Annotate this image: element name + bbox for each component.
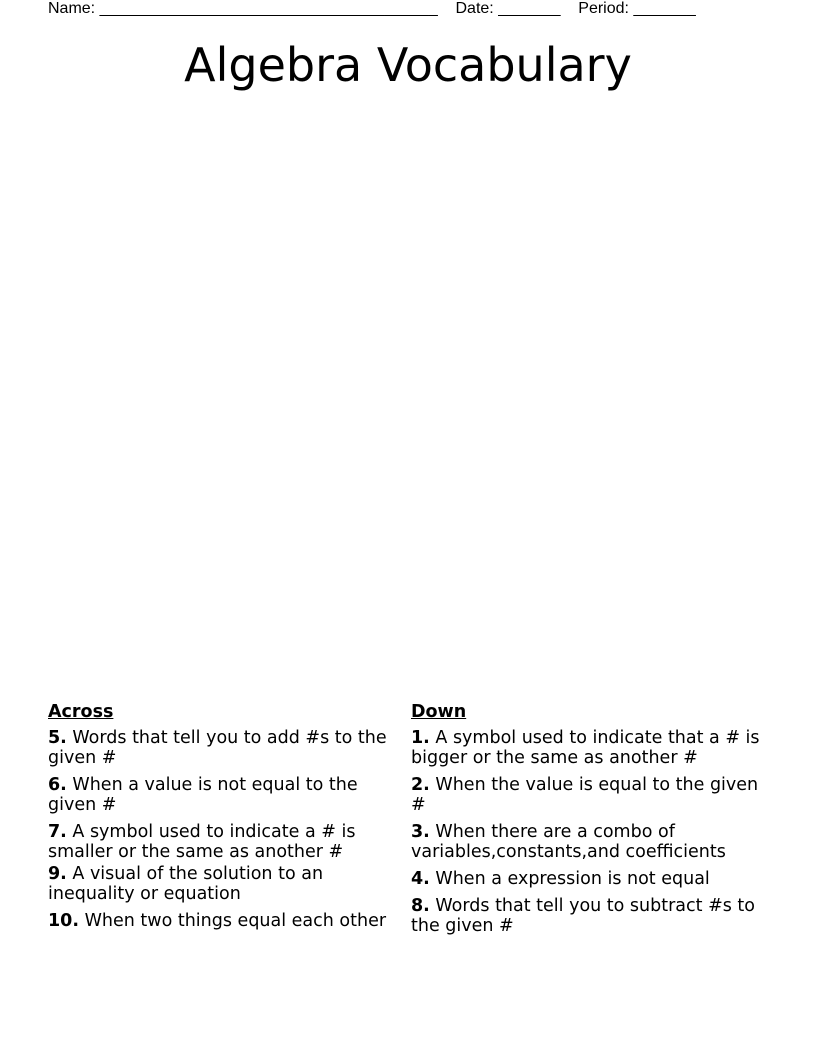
clue-text: When two things equal each other	[84, 911, 387, 931]
period-blank[interactable]: _______	[633, 0, 696, 17]
name-label: Name:	[48, 0, 96, 17]
page-title: Algebra Vocabulary	[184, 38, 632, 92]
clue-number: 2.	[411, 775, 430, 795]
clue-text: A symbol used to indicate a # is smaller or the same as another #	[48, 822, 356, 862]
across-heading: Across	[48, 702, 114, 722]
date-label: Date:	[455, 0, 494, 17]
clue-number: 3.	[411, 822, 430, 842]
clue-number: 1.	[411, 728, 430, 748]
clue-across-6	[48, 775, 398, 815]
clue-across-7	[48, 822, 398, 862]
down-clues	[411, 702, 771, 943]
crossword-grid-area	[48, 100, 768, 690]
clue-text: Words that tell you to add #s to the given #	[48, 728, 387, 768]
worksheet-header	[48, 0, 696, 18]
clue-number: 8.	[411, 896, 430, 916]
period-label: Period:	[578, 0, 629, 17]
clue-number: 7.	[48, 822, 67, 842]
down-heading: Down	[411, 702, 467, 722]
clue-down-3	[411, 822, 771, 862]
clue-text: When a expression is not equal	[435, 869, 710, 889]
clue-number: 6.	[48, 775, 67, 795]
name-blank[interactable]: ______________________________________	[99, 0, 438, 17]
clue-down-1	[411, 728, 771, 768]
clue-number: 9.	[48, 864, 67, 884]
clue-text: When there are a combo of variables,constants,and coefficients	[411, 822, 726, 862]
clue-number: 4.	[411, 869, 430, 889]
clue-across-10	[48, 911, 398, 931]
clue-number: 5.	[48, 728, 67, 748]
clue-text: Words that tell you to subtract #s to the given #	[411, 896, 755, 936]
clue-text: When the value is equal to the given #	[411, 775, 759, 815]
clue-number: 10.	[48, 911, 80, 931]
clue-text: When a value is not equal to the given #	[48, 775, 358, 815]
clue-text: A visual of the solution to an inequality or equation	[48, 864, 324, 904]
date-blank[interactable]: _______	[498, 0, 561, 17]
clue-down-2	[411, 775, 771, 815]
across-clues	[48, 702, 398, 938]
clue-across-9	[48, 864, 398, 904]
clue-across-5	[48, 728, 398, 768]
clue-down-4	[411, 869, 771, 889]
clue-text: A symbol used to indicate that a # is bigger or the same as another #	[411, 728, 760, 768]
clue-down-8	[411, 896, 771, 936]
